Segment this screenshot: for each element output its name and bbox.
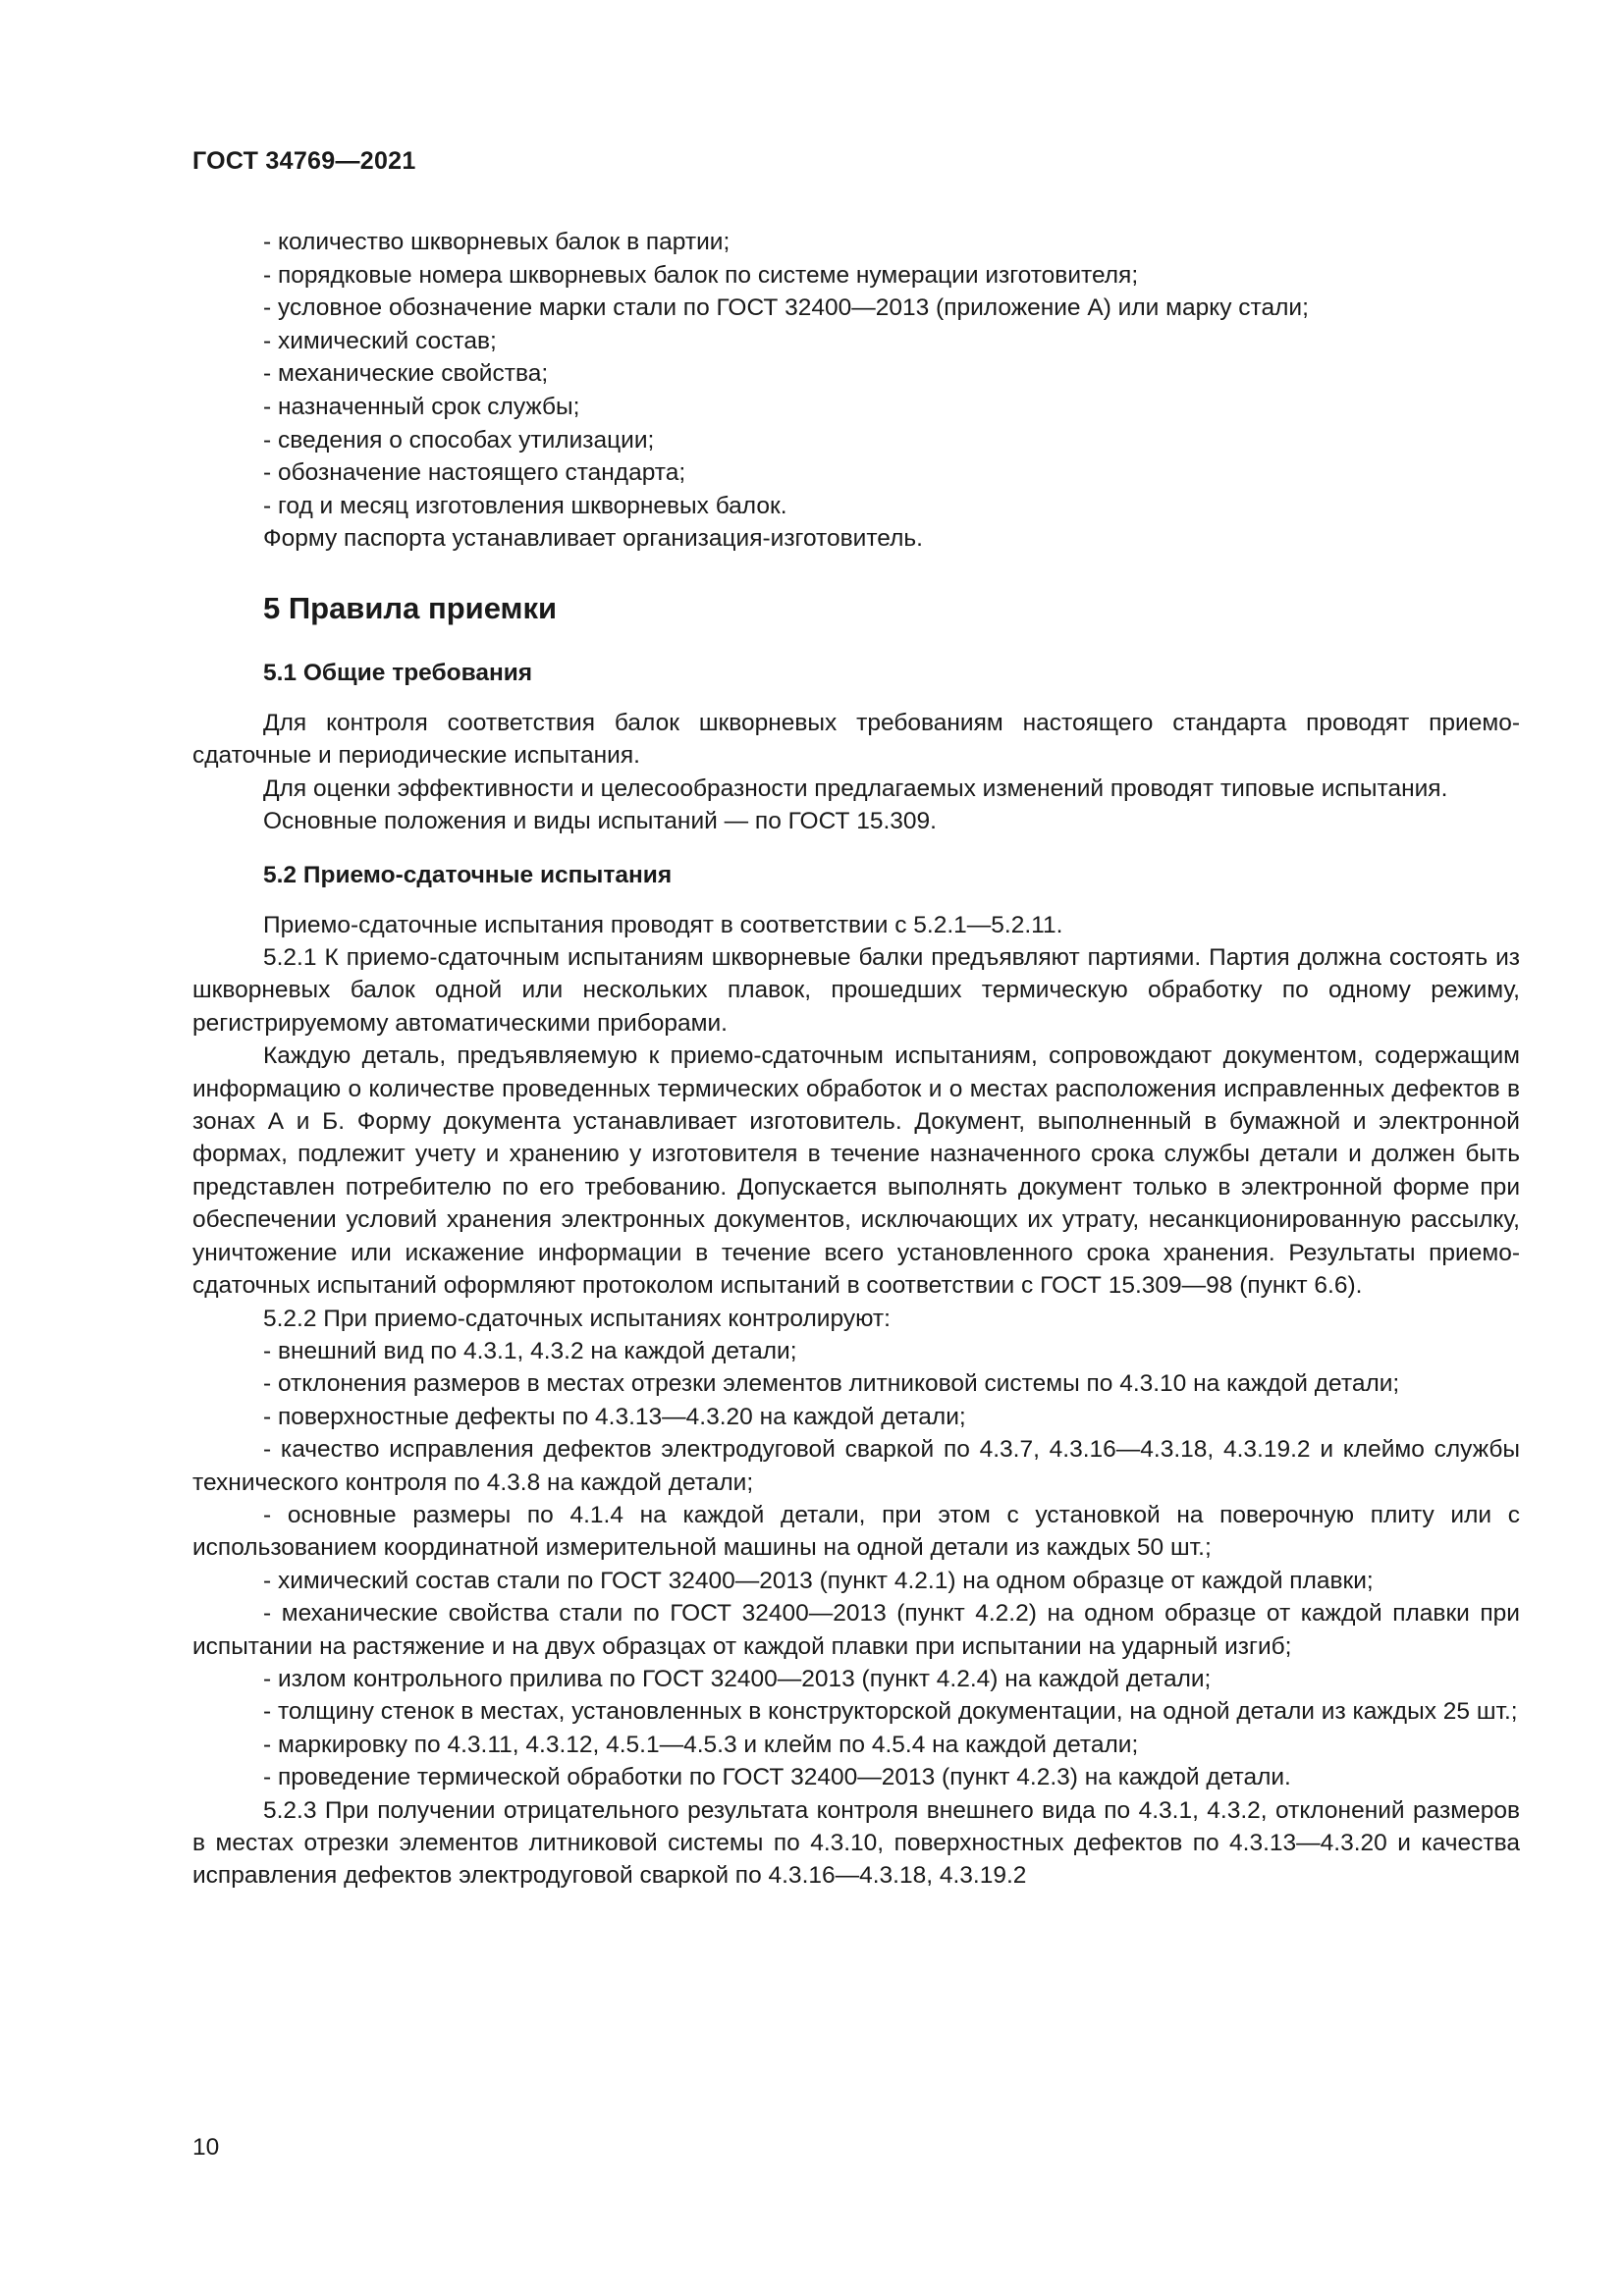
paragraph: - поверхностные дефекты по 4.3.13—4.3.20 на каждой детали; (263, 1403, 966, 1430)
list-item: Форму паспорта устанавливает организация-изготовитель. (263, 525, 923, 553)
paragraph: - отклонения размеров в местах отрезки элементов литниковой системы по 4.3.10 на каждой детали; (263, 1370, 1400, 1398)
subsection-title-5-1: 5.1 Общие требования (263, 660, 533, 686)
list-item: - порядковые номера шкворневых балок по системе нумерации изготовителя; (263, 261, 1139, 289)
document-code-header: ГОСТ 34769—2021 (192, 147, 416, 175)
page-number: 10 (192, 2134, 220, 2161)
paragraph: - механические свойства стали по ГОСТ 32400—2013 (пункт 4.2.2) на одном образце от каждой плавки при испытании на растяжение и на двух образцах от каждой плавки при испытании на ударный изгиб; (192, 1600, 1520, 1660)
paragraph: - химический состав стали по ГОСТ 32400—2013 (пункт 4.2.1) на одном образце от каждой плавки; (263, 1567, 1374, 1594)
paragraph: Основные положения и виды испытаний — по ГОСТ 15.309. (263, 808, 937, 835)
list-item: - обозначение настоящего стандарта; (263, 459, 686, 487)
section-title: 5 Правила приемки (263, 591, 558, 625)
paragraph: - основные размеры по 4.1.4 на каждой детали, при этом с установкой на поверочную плиту или с использованием координатной измерительной машины на одной детали из каждых 50 шт.; (192, 1501, 1520, 1562)
paragraph: - внешний вид по 4.3.1, 4.3.2 на каждой детали; (263, 1337, 797, 1364)
paragraph: 5.2.1 К приемо-сдаточным испытаниям шкворневые балки предъявляют партиями. Партия должна состоять из шкворневых балок одной или нескольких плавок, прошедших термическую обработку по одному режиму, регистрируемому автоматическими приборами. (192, 944, 1520, 1037)
paragraph: - качество исправления дефектов электродуговой сваркой по 4.3.7, 4.3.16—4.3.18, 4.3.19.2 и клеймо службы технического контроля по 4.3.8 на каждой детали; (192, 1436, 1520, 1496)
paragraph: 5.2.3 При получении отрицательного результата контроля внешнего вида по 4.3.1, 4.3.2, отклонений размеров в местах отрезки элементов литниковой системы по 4.3.10, поверхностных дефектов по 4.3.13—4.3.20 и качества исправления дефектов электродуговой сваркой по 4.3.16—4.3.18, 4.3.19.2 (192, 1796, 1520, 1890)
paragraph: - маркировку по 4.3.11, 4.3.12, 4.5.1—4.5.3 и клейм по 4.5.4 на каждой детали; (263, 1731, 1139, 1758)
paragraph: - излом контрольного прилива по ГОСТ 32400—2013 (пункт 4.2.4) на каждой детали; (263, 1665, 1212, 1692)
paragraph: Для оценки эффективности и целесообразности предлагаемых изменений проводят типовые испытания. (263, 774, 1448, 802)
paragraph: 5.2.2 При приемо-сдаточных испытаниях контролируют: (263, 1305, 891, 1332)
section-5-content (192, 589, 1520, 1893)
document-page (192, 0, 1518, 2296)
list-item: - количество шкворневых балок в партии; (263, 229, 731, 255)
paragraph: - проведение термической обработки по ГОСТ 32400—2013 (пункт 4.2.3) на каждой детали. (263, 1764, 1291, 1791)
list-item: - назначенный срок службы; (263, 393, 580, 420)
passport-contents-list (263, 226, 1510, 556)
list-item: - сведения о способах утилизации; (263, 426, 655, 454)
list-item: - химический состав; (263, 327, 497, 354)
subsection-title-5-2: 5.2 Приемо-сдаточные испытания (263, 861, 673, 888)
paragraph: Приемо-сдаточные испытания проводят в соответствии с 5.2.1—5.2.11. (263, 911, 1063, 938)
paragraph: - толщину стенок в местах, установленных в конструкторской документации, на одной детали из каждых 25 шт.; (263, 1698, 1518, 1726)
paragraph: Каждую деталь, предъявляемую к приемо-сдаточным испытаниям, сопровождают документом, содержащим информацию о количестве проведенных термических обработок и о местах расположения исправленных дефектов в зонах А и Б. Форму документа устанавливает изготовитель. Документ, выполненный в бумажной и электронной формах, подлежит учету и хранению у изготовителя в течение назначенного срока службы детали и должен быть представлен потребителю по его требованию. Допускается выполнять документ только в электронной форме при обеспечении условий хранения электронных документов, исключающих их утрату, несанкционированную рассылку, уничтожение или искажение информации в течение всего установленного срока хранения. Результаты приемо-сдаточных испытаний оформляют протоколом испытаний в соответствии с ГОСТ 15.309—98 (пункт 6.6). (192, 1042, 1520, 1300)
paragraph: Для контроля соответствия балок шкворневых требованиям настоящего стандарта проводят приемо-сдаточные и периодические испытания. (192, 710, 1520, 770)
list-item: - условное обозначение марки стали по ГОСТ 32400—2013 (приложение А) или марку стали; (263, 294, 1309, 322)
list-item: - год и месяц изготовления шкворневых балок. (263, 492, 787, 519)
list-item: - механические свойства; (263, 360, 549, 388)
